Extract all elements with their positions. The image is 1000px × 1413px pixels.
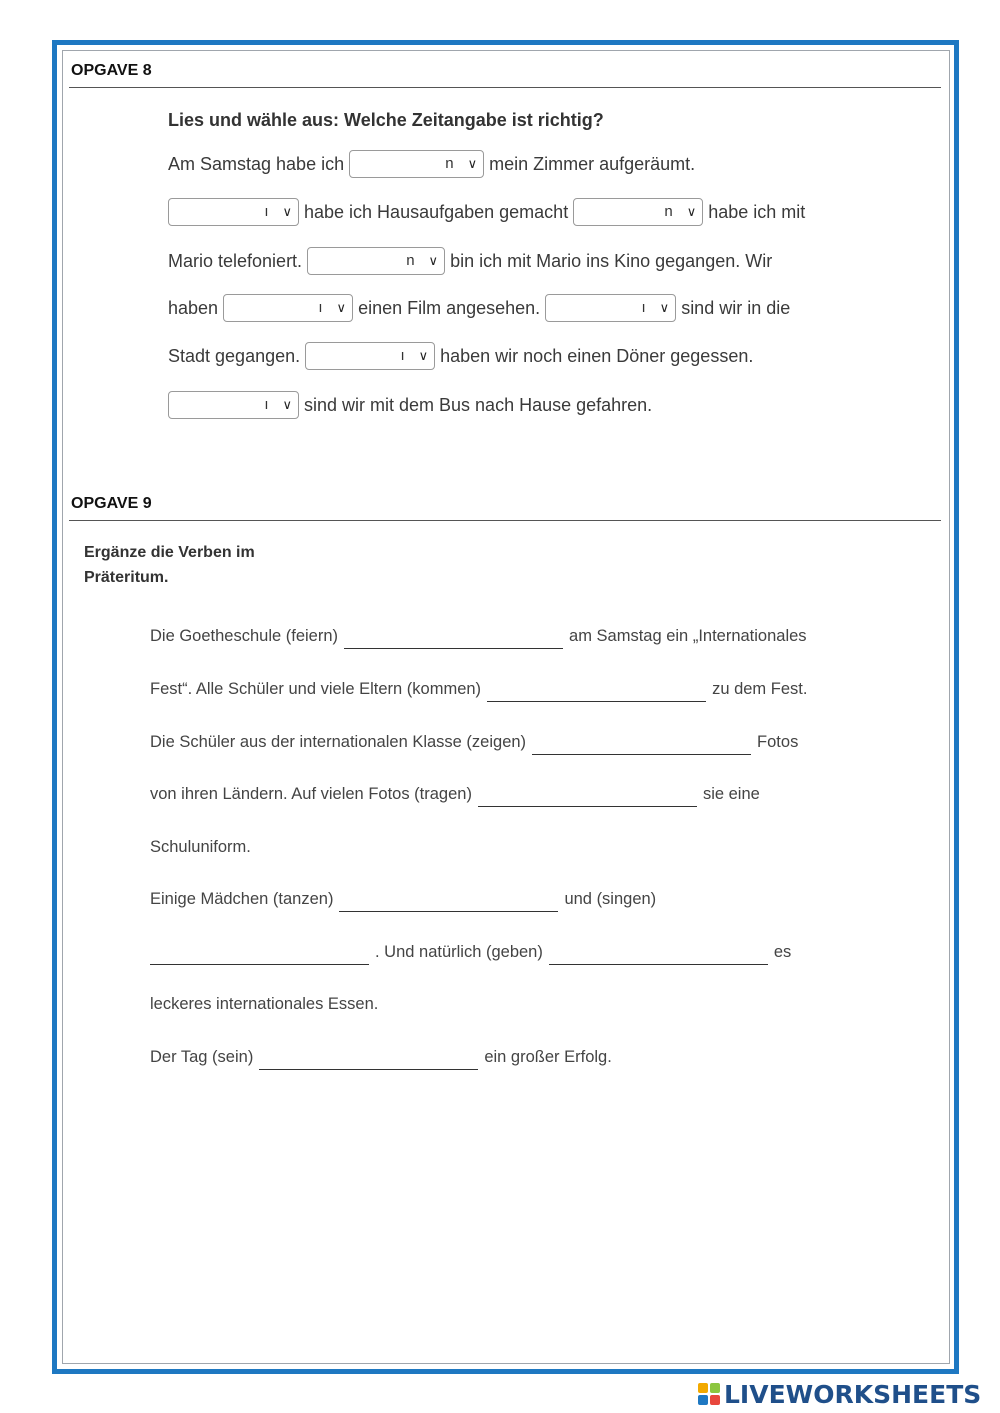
chevron-down-icon: ∨ bbox=[282, 204, 292, 219]
dropdown-selected-value: ı bbox=[318, 299, 323, 316]
sentence-text: haben wir noch einen Döner gegessen. bbox=[440, 346, 754, 366]
time-dropdown[interactable] bbox=[307, 247, 445, 275]
sentence-text: Der Tag (sein) bbox=[150, 1048, 254, 1066]
sentence-text: Die Goetheschule (feiern) bbox=[150, 627, 339, 645]
sentence-text: am Samstag ein „Internationales bbox=[569, 627, 807, 645]
dropdown-selected-value: ı bbox=[400, 347, 405, 364]
sentence-text: haben bbox=[168, 298, 219, 318]
verb-answer-field[interactable] bbox=[549, 944, 768, 965]
sentence-text: habe ich Hausaufgaben gemacht bbox=[304, 202, 569, 222]
sentence-text: Fotos bbox=[757, 733, 799, 751]
dropdown-selected-value: n bbox=[406, 252, 415, 269]
dropdown-selected-value: ı bbox=[264, 396, 269, 413]
sentence-text: mein Zimmer aufgeräumt. bbox=[489, 154, 696, 174]
time-dropdown[interactable] bbox=[545, 294, 676, 322]
sentence-text: habe ich mit bbox=[708, 202, 806, 222]
time-dropdown[interactable] bbox=[223, 294, 353, 322]
time-dropdown[interactable] bbox=[573, 198, 703, 226]
sentence-text: Am Samstag habe ich bbox=[168, 154, 345, 174]
chevron-down-icon: ∨ bbox=[686, 204, 697, 219]
sentence-text: sie eine bbox=[702, 785, 760, 803]
sentence-text: zu dem Fest. bbox=[712, 680, 808, 698]
sentence-text: einen Film angesehen. bbox=[358, 298, 541, 318]
sentence-text: Mario telefoniert. bbox=[168, 251, 303, 271]
opgave8-instruction: Lies und wähle aus: Welche Zeitangabe ist richtig? bbox=[168, 110, 604, 130]
chevron-down-icon: ∨ bbox=[418, 348, 429, 363]
time-dropdown[interactable] bbox=[305, 342, 435, 370]
verb-answer-field[interactable] bbox=[532, 734, 751, 755]
time-dropdown[interactable] bbox=[168, 198, 299, 226]
opgave9-line-4 bbox=[150, 781, 760, 807]
sentence-text: von ihren Ländern. Auf vielen Fotos (tragen) bbox=[150, 785, 472, 803]
sentence-text: es bbox=[773, 943, 792, 961]
time-dropdown[interactable] bbox=[349, 150, 484, 178]
opgave9-line-7 bbox=[150, 939, 791, 965]
verb-answer-field[interactable] bbox=[150, 944, 369, 965]
chevron-down-icon: ∨ bbox=[467, 156, 478, 171]
sentence-text: leckeres internationales Essen. bbox=[150, 995, 379, 1013]
opgave8-heading: OPGAVE 8 bbox=[71, 62, 152, 79]
opgave8-line-5 bbox=[168, 342, 753, 370]
liveworksheets-logo-icon bbox=[698, 1383, 720, 1405]
verb-answer-field[interactable] bbox=[487, 681, 706, 702]
opgave8-line-6 bbox=[168, 391, 652, 419]
opgave9-line-5 bbox=[150, 834, 251, 860]
logo-square-4 bbox=[710, 1395, 720, 1405]
opgave8-line-1 bbox=[168, 150, 695, 178]
sentence-text: Die Schüler aus der internationalen Klasse (zeigen) bbox=[150, 733, 527, 751]
dropdown-selected-value: ı bbox=[641, 299, 646, 316]
chevron-down-icon: ∨ bbox=[336, 300, 347, 315]
chevron-down-icon: ∨ bbox=[282, 397, 292, 412]
opgave9-line-2 bbox=[150, 676, 807, 702]
sentence-text: bin ich mit Mario ins Kino gegangen. Wir bbox=[450, 251, 773, 271]
sentence-text: ein großer Erfolg. bbox=[484, 1048, 612, 1066]
opgave9-line-9 bbox=[150, 1044, 612, 1070]
opgave8-line-3 bbox=[168, 247, 772, 275]
chevron-down-icon: ∨ bbox=[428, 253, 439, 268]
logo-square-3 bbox=[698, 1395, 708, 1405]
opgave9-line-3 bbox=[150, 729, 798, 755]
sentence-text: und (singen) bbox=[564, 890, 657, 908]
opgave9-instruction: Ergänze die Verben im Präteritum. bbox=[84, 544, 255, 586]
sentence-text: . Und natürlich (geben) bbox=[375, 943, 543, 961]
logo-square-2 bbox=[710, 1383, 720, 1393]
sentence-text: Fest“. Alle Schüler und viele Eltern (kommen) bbox=[150, 680, 482, 698]
dropdown-selected-value: ı bbox=[264, 203, 269, 220]
time-dropdown[interactable] bbox=[168, 391, 299, 419]
sentence-text: sind wir in die bbox=[681, 298, 791, 318]
verb-answer-field[interactable] bbox=[339, 891, 558, 912]
verb-answer-field[interactable] bbox=[259, 1049, 478, 1070]
dropdown-selected-value: n bbox=[445, 155, 454, 172]
sentence-text: Stadt gegangen. bbox=[168, 346, 301, 366]
opgave9-line-6 bbox=[150, 886, 656, 912]
opgave9-heading: OPGAVE 9 bbox=[71, 495, 152, 512]
opgave9-line-1 bbox=[150, 623, 807, 649]
liveworksheets-logo-text: LIVEWORKSHEETS bbox=[724, 1379, 982, 1409]
sentence-text: sind wir mit dem Bus nach Hause gefahren. bbox=[304, 395, 653, 415]
verb-answer-field[interactable] bbox=[344, 628, 563, 649]
opgave8-divider bbox=[69, 87, 941, 88]
sentence-text: Schuluniform. bbox=[150, 838, 251, 856]
verb-answer-field[interactable] bbox=[478, 786, 697, 807]
opgave9-line-8 bbox=[150, 991, 378, 1017]
sentence-text: Einige Mädchen (tanzen) bbox=[150, 890, 334, 908]
opgave8-line-2 bbox=[168, 198, 805, 226]
dropdown-selected-value: n bbox=[664, 203, 673, 220]
liveworksheets-logo bbox=[698, 1378, 981, 1410]
opgave9-divider bbox=[69, 520, 941, 521]
logo-square-1 bbox=[698, 1383, 708, 1393]
chevron-down-icon: ∨ bbox=[659, 300, 670, 315]
opgave8-line-4 bbox=[168, 294, 790, 322]
